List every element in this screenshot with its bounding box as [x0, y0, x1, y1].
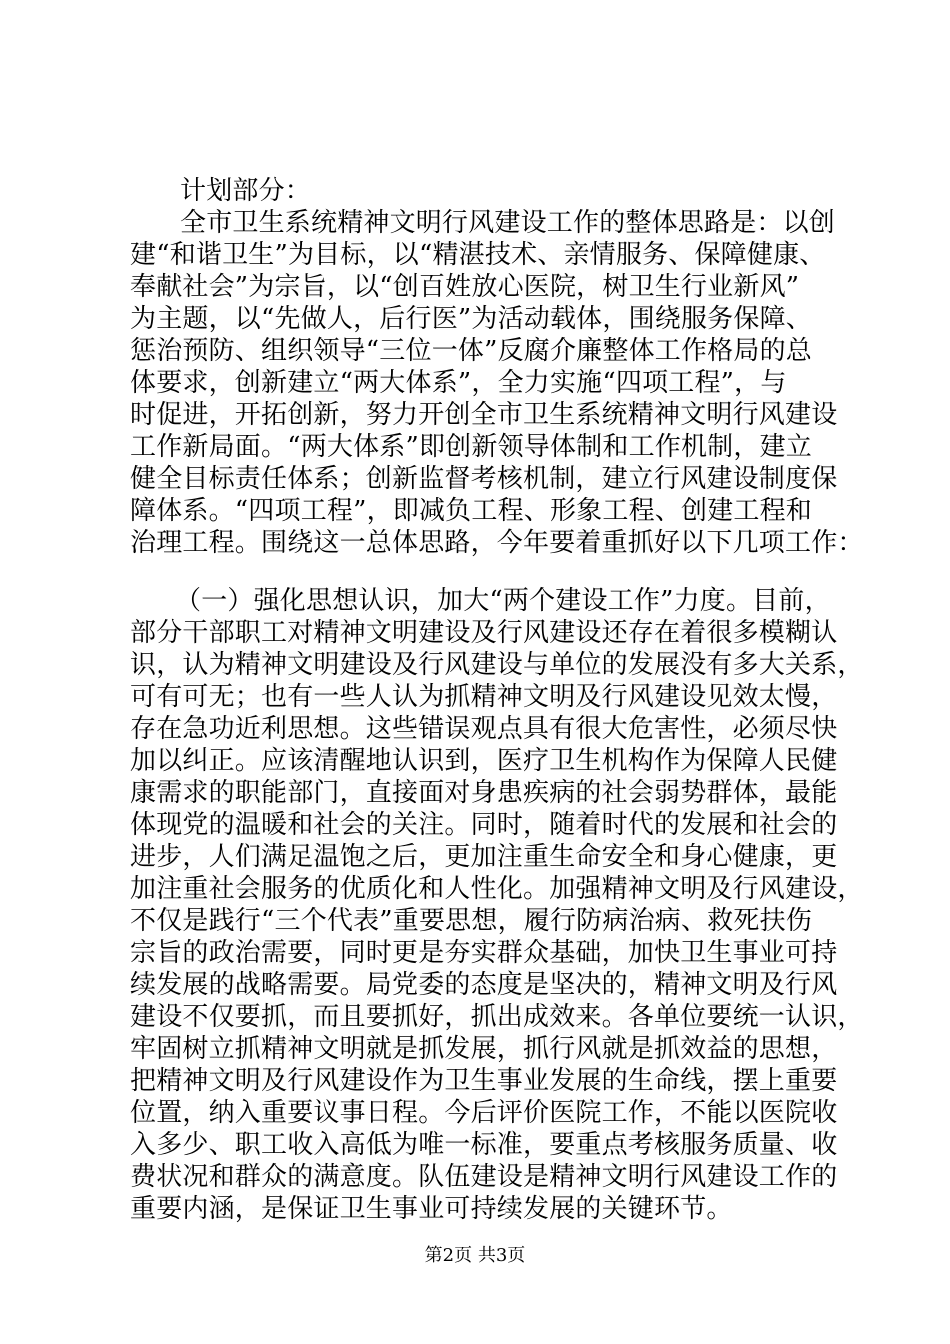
paragraph-line: 部分干部职工对精神文明建设及行风建设还存在着很多模糊认	[130, 618, 838, 648]
paragraph-line: 入多少、职工收入高低为唯一标准，要重点考核服务质量、收	[130, 1130, 838, 1160]
paragraph-line: 重要内涵，是保证卫生事业可持续发展的关键环节。	[130, 1194, 733, 1224]
paragraph-line: 全市卫生系统精神文明行风建设工作的整体思路是：以创	[180, 208, 836, 238]
section-heading: 计划部分：	[180, 176, 312, 206]
paragraph-line: 时促进，开拓创新，努力开创全市卫生系统精神文明行风建设	[130, 400, 838, 430]
paragraph-line: 康需求的职能部门，直接面对身患疾病的社会弱势群体，最能	[130, 778, 838, 808]
paragraph-line: 续发展的战略需要。局党委的态度是坚决的，精神文明及行风	[130, 970, 838, 1000]
paragraph-line: 障体系。“四项工程”，即减负工程、形象工程、创建工程和	[130, 496, 812, 526]
paragraph-line: 牢固树立抓精神文明就是抓发展，抓行风就是抓效益的思想，	[130, 1034, 838, 1064]
paragraph-line: 健全目标责任体系；创新监督考核机制，建立行风建设制度保	[130, 464, 838, 494]
paragraph-line: 识，认为精神文明建设及行风建设与单位的发展没有多大关系，	[130, 650, 864, 680]
paragraph-line: 治理工程。围绕这一总体思路，今年要着重抓好以下几项工作：	[130, 528, 864, 558]
paragraph-line: 工作新局面。“两大体系”即创新领导体制和工作机制，建立	[130, 432, 812, 462]
paragraph-line: 体现党的温暖和社会的关注。同时，随着时代的发展和社会的	[130, 810, 838, 840]
paragraph-line: 体要求，创新建立“两大体系”，全力实施“四项工程”，与	[130, 368, 787, 398]
paragraph-line: 把精神文明及行风建设作为卫生事业发展的生命线，摆上重要	[130, 1066, 838, 1096]
paragraph-line: 不仅是践行“三个代表”重要思想，履行防病治病、救死扶伤	[130, 906, 812, 936]
paragraph-line: 加注重社会服务的优质化和人性化。加强精神文明及行风建设，	[130, 874, 864, 904]
paragraph-line: 奉献社会”为宗旨，以“创百姓放心医院，树卫生行业新风”	[130, 272, 800, 302]
paragraph-line: 存在急功近利思想。这些错误观点具有很大危害性，必须尽快	[130, 714, 838, 744]
paragraph-line: 惩治预防、组织领导“三位一体”反腐介廉整体工作格局的总	[130, 336, 812, 366]
page-number-footer: 第2页 共3页	[424, 1245, 526, 1266]
paragraph-line: 位置，纳入重要议事日程。今后评价医院工作，不能以医院收	[130, 1098, 838, 1128]
paragraph-line: 可有可无；也有一些人认为抓精神文明及行风建设见效太慢，	[130, 682, 838, 712]
paragraph-line: 加以纠正。应该清醒地认识到，医疗卫生机构作为保障人民健	[130, 746, 838, 776]
paragraph-line: 进步，人们满足温饱之后，更加注重生命安全和身心健康，更	[130, 842, 838, 872]
paragraph-line: 为主题，以“先做人，后行医”为活动载体，围绕服务保障、	[130, 304, 812, 334]
paragraph-line: 建设不仅要抓，而且要抓好，抓出成效来。各单位要统一认识，	[130, 1002, 864, 1032]
paragraph-line: 建“和谐卫生”为目标，以“精湛技术、亲情服务、保障健康、	[130, 240, 826, 270]
paragraph-line: （一）强化思想认识，加大“两个建设工作”力度。目前，	[175, 586, 831, 616]
paragraph-line: 宗旨的政治需要，同时更是夯实群众基础，加快卫生事业可持	[130, 938, 838, 968]
paragraph-line: 费状况和群众的满意度。队伍建设是精神文明行风建设工作的	[130, 1162, 838, 1192]
